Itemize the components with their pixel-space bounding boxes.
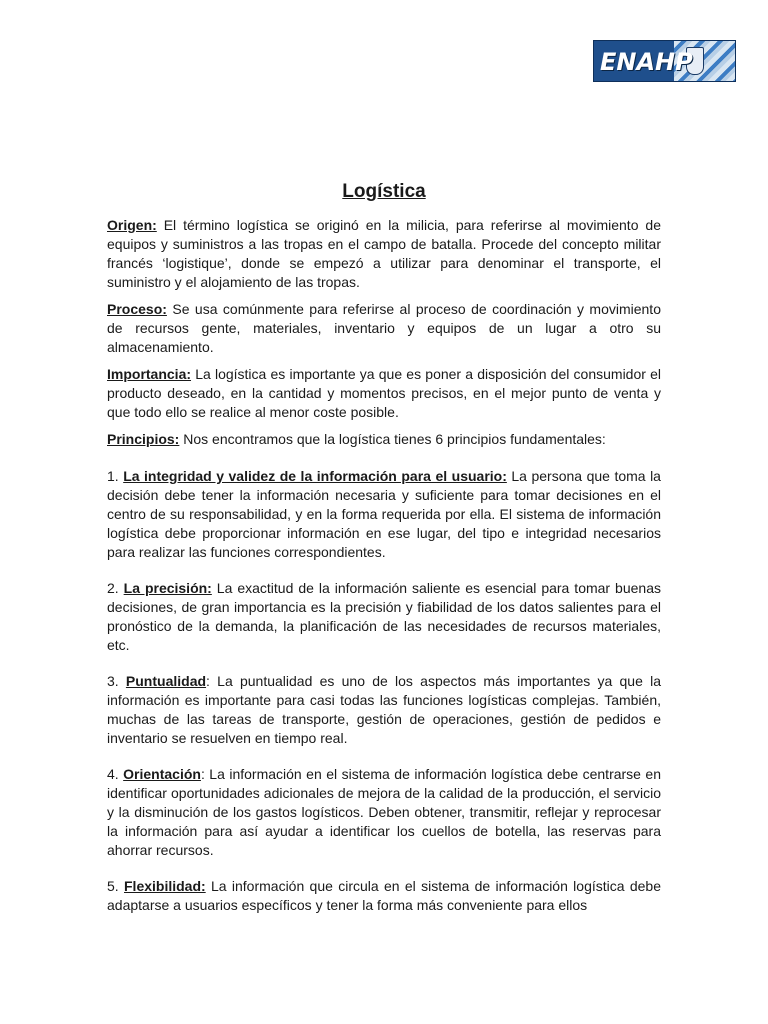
principle-text: : La puntualidad es uno de los aspectos más importantes ya que la información es importante para casi todas las funciones logísticas complejas. También, muchas de las tareas de transporte, gestión de operaciones, gestión de pedidos e inventario se resuelven en tiempo real. [107, 673, 661, 746]
principle-number: 4. [107, 766, 124, 782]
principios-paragraph [107, 430, 661, 449]
origen-label: Origen: [107, 217, 157, 233]
origen-text: El término logística se originó en la milicia, para referirse al movimiento de equipos y suministros a las tropas en el campo de batalla. Procede del concepto militar francés ‘logistique’, donde se empezó a utilizar para denominar el transporte, el suministro y el alojamiento de las tropas. [107, 217, 661, 290]
principle-item [107, 467, 661, 562]
principle-item [107, 579, 661, 655]
page-title: Logística [342, 181, 426, 202]
principle-text: La persona que toma la decisión debe tener la información necesaria y suficiente para tomar decisiones en el centro de su responsabilidad, y en la forma requerida por ella. El sistema de información logística debe proporcionar información en ese lugar, del tipo e integridad necesarios para realizar las funciones correspondientes. [107, 468, 661, 560]
principle-label: Orientación [123, 766, 201, 782]
proceso-label: Proceso: [107, 301, 167, 317]
proceso-text: Se usa comúnmente para referirse al proceso de coordinación y movimiento de recursos gente, materiales, inventario y equipos de un lugar a otro su almacenamiento. [107, 301, 661, 355]
principle-label: Flexibilidad: [124, 878, 206, 894]
principle-item [107, 672, 661, 748]
principle-label: La integridad y validez de la información para el usuario: [123, 468, 507, 484]
principle-item [107, 765, 661, 860]
principle-number: 2. [107, 580, 124, 596]
principle-label: Puntualidad [125, 673, 207, 689]
logo-wordmark: ENAHP [600, 48, 693, 76]
principios-text: Nos encontramos que la logística tienes 6 principios fundamentales: [179, 431, 606, 447]
principle-text: La información que circula en el sistema de información logística debe adaptarse a usuarios específicos y tener la forma más conveniente para ellos [107, 878, 661, 913]
principle-text: : La información en el sistema de información logística debe centrarse en identificar oportunidades adicionales de mejora de la calidad de la producción, el servicio y la disminución de los gastos logísticos. Deben obtener, transmitir, reflejar y reprocesar la información para así ayudar a identificar los cuellos de botella, las reservas para ahorrar recursos. [107, 766, 661, 858]
principle-text: La exactitud de la información saliente es esencial para tomar buenas decisiones, de gran importancia es la precisión y fiabilidad de los datos salientes para el pronóstico de la demanda, la planificación de las necesidades de recursos materiales, etc. [107, 580, 661, 653]
enahp-logo [593, 40, 736, 82]
document-body [107, 216, 661, 932]
principle-number: 5. [107, 878, 124, 894]
origen-paragraph [107, 216, 661, 292]
proceso-paragraph [107, 300, 661, 357]
principle-number: 3. [107, 673, 126, 689]
importancia-label: Importancia: [107, 366, 192, 382]
importancia-paragraph [107, 365, 661, 422]
principios-label: Principios: [107, 431, 180, 447]
principle-number: 1. [107, 468, 124, 484]
principle-item [107, 877, 661, 915]
importancia-text: La logística es importante ya que es poner a disposición del consumidor el producto deseado, en la cantidad y momentos precisos, en el mejor punto de venta y que todo ello se realice al menor coste posible. [107, 366, 661, 420]
principle-label: La precisión: [123, 580, 212, 596]
